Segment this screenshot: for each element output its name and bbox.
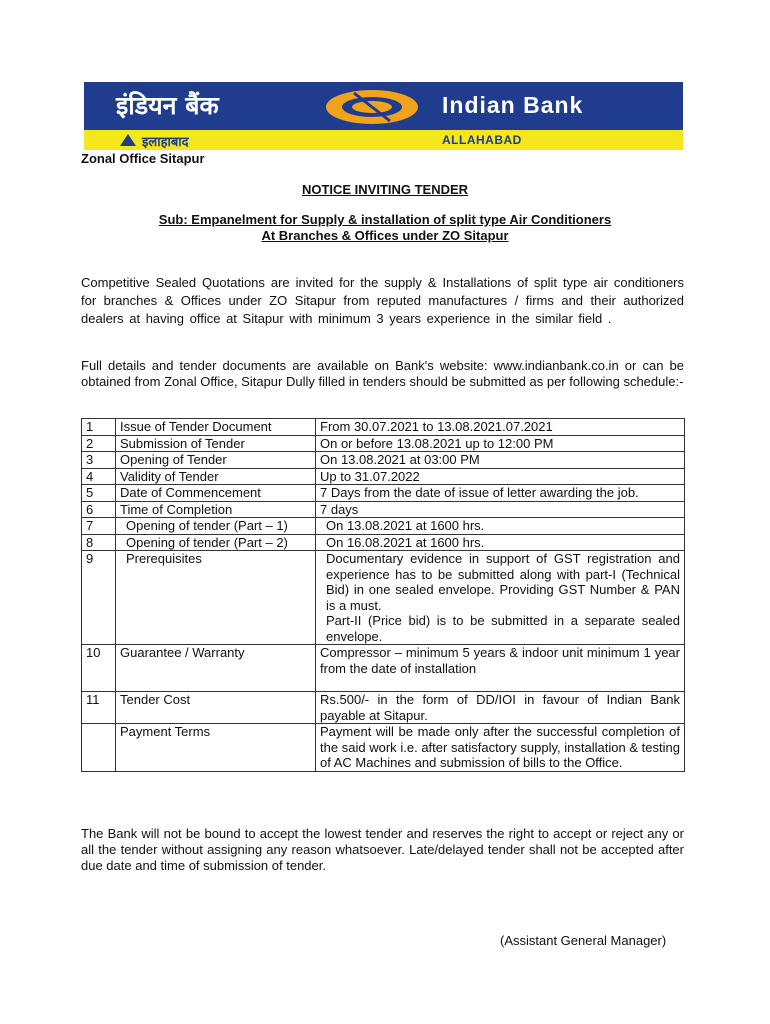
table-row [82,724,685,772]
row-value: Rs.500/- in the form of DD/IOI in favour of Indian Bank payable at Sitapur. [316,692,685,724]
row-value: On 13.08.2021 at 1600 hrs. [316,518,685,535]
row-item: Payment Terms [116,724,316,772]
table-row [82,452,685,469]
row-item: Date of Commencement [116,485,316,502]
closing-paragraph: The Bank will not be bound to accept the lowest tender and reserves the right to accept or reject any or all the tender without assigning any reason whatsoever. Late/delayed tender shall not be accepted after due date and time of submission of tender. [81,826,684,873]
subject [0,212,770,244]
prerequisite-part-1: Documentary evidence in support of GST registration and experience has to be submitted along with part-I (Technical Bid) in one sealed envelope. Providing GST Number & PAN is a must. [326,551,680,613]
row-item: Opening of Tender [116,452,316,469]
row-value: Up to 31.07.2022 [316,468,685,485]
row-item: Opening of tender (Part – 2) [116,534,316,551]
row-value: On 13.08.2021 at 03:00 PM [316,452,685,469]
table-row [82,419,685,436]
row-value: 7 Days from the date of issue of letter awarding the job. [316,485,685,502]
row-item: Tender Cost [116,692,316,724]
row-value [316,551,685,645]
table-row [82,435,685,452]
row-value: From 30.07.2021 to 13.08.2021.07.2021 [316,419,685,436]
table-row [82,551,685,645]
city-hindi: इलाहाबाद [142,135,189,150]
row-number: 10 [82,645,116,692]
office-name: Zonal Office Sitapur [81,151,205,166]
table-row [82,485,685,502]
subject-line-2: At Branches & Offices under ZO Sitapur [261,228,509,243]
city-english: ALLAHABAD [442,133,522,147]
table-row [82,518,685,535]
table-row [82,534,685,551]
row-number: 3 [82,452,116,469]
table-row [82,501,685,518]
row-item: Time of Completion [116,501,316,518]
row-value: On or before 13.08.2021 up to 12:00 PM [316,435,685,452]
bank-banner [84,82,683,150]
row-number: 8 [82,534,116,551]
subject-line-1: Sub: Empanelment for Supply & installation of split type Air Conditioners [158,212,612,227]
row-number: 6 [82,501,116,518]
row-number [82,724,116,772]
row-number: 9 [82,551,116,645]
row-number: 1 [82,419,116,436]
row-number: 5 [82,485,116,502]
schedule-table [81,418,685,772]
bank-name-hindi: इंडियन बैंक [116,91,219,120]
prerequisite-part-2: Part-II (Price bid) is to be submitted in a separate sealed envelope. [326,613,680,644]
bank-logo-icon [324,87,420,127]
row-item: Prerequisites [116,551,316,645]
signature: (Assistant General Manager) [500,933,667,948]
row-item: Validity of Tender [116,468,316,485]
row-item: Issue of Tender Document [116,419,316,436]
table-row [82,645,685,692]
row-value: Compressor – minimum 5 years & indoor unit minimum 1 year from the date of installation [316,645,685,692]
row-number: 2 [82,435,116,452]
row-value: 7 days [316,501,685,518]
row-number: 4 [82,468,116,485]
row-number: 11 [82,692,116,724]
row-value: On 16.08.2021 at 1600 hrs. [316,534,685,551]
intro-paragraph: Competitive Sealed Quotations are invited for the supply & Installations of split type air conditioners for branches & Offices under ZO Sitapur from reputed manufactures / firms and their authorized dealers at having office at Sitapur with minimum 3 years experience in the similar field . [81,275,684,326]
row-item: Submission of Tender [116,435,316,452]
notice-title: NOTICE INVITING TENDER [301,182,469,197]
row-item: Guarantee / Warranty [116,645,316,692]
table-row [82,692,685,724]
details-paragraph: Full details and tender documents are available on Bank's website: www.indianbank.co.in or can be obtained from Zonal Office, Sitapur Dully filled in tenders should be submitted as per following schedule:- [81,358,684,389]
table-row [82,468,685,485]
row-value: Payment will be made only after the successful completion of the said work i.e. after satisfactory supply, installation & testing of AC Machines and submission of bills to the Office. [316,724,685,772]
row-item: Opening of tender (Part – 1) [116,518,316,535]
row-number: 7 [82,518,116,535]
triangle-icon [120,134,136,146]
bank-name-english: Indian Bank [442,92,584,118]
